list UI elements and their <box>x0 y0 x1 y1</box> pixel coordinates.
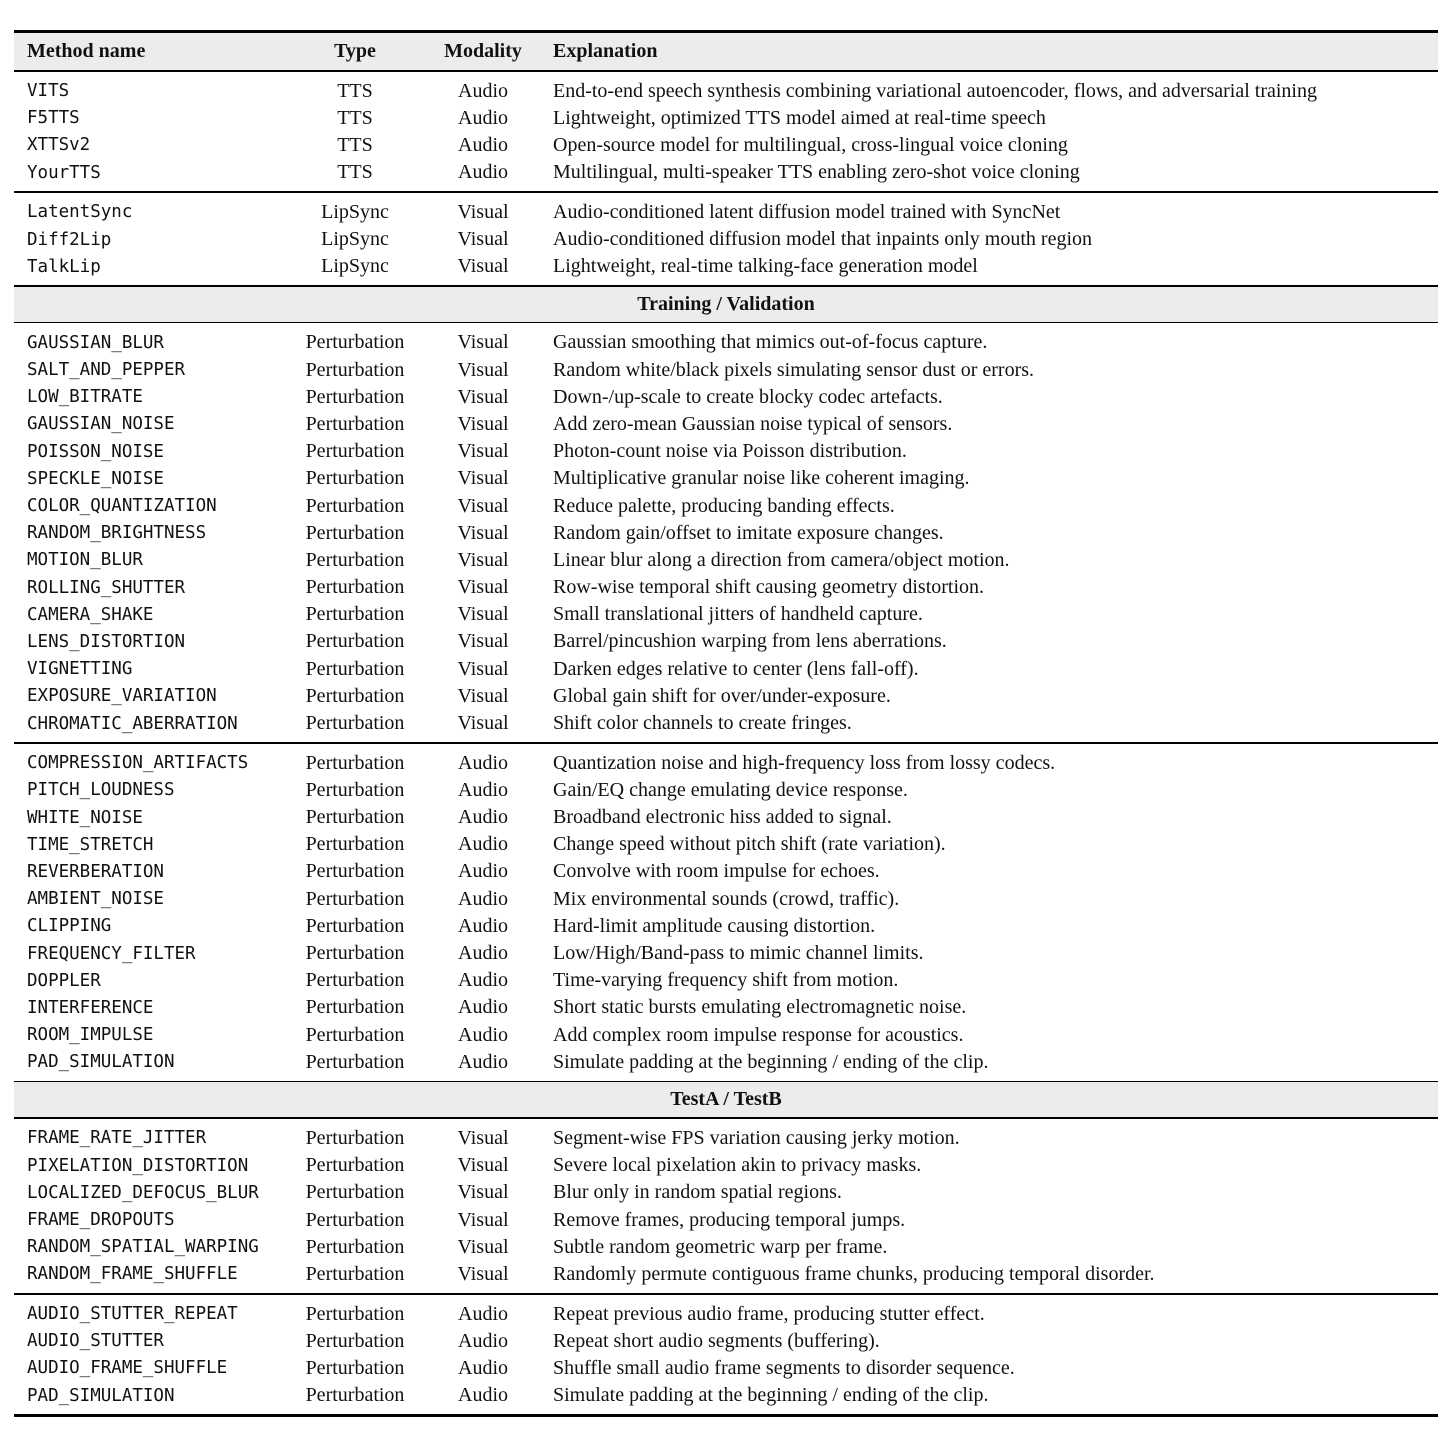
method-name-cell: TalkLip <box>27 256 101 277</box>
explanation-cell: Randomly permute contiguous frame chunks, producing temporal disorder. <box>553 1262 1155 1285</box>
table-row <box>14 1382 1438 1409</box>
section-header <box>14 287 1438 322</box>
method-name-cell: PAD_SIMULATION <box>27 1052 175 1073</box>
modality-cell: Visual <box>457 1208 509 1231</box>
method-name-cell: CAMERA_SHAKE <box>27 604 154 625</box>
table-row <box>14 1049 1438 1076</box>
method-name-cell: PIXELATION_DISTORTION <box>27 1155 249 1176</box>
section-header <box>14 1082 1438 1117</box>
explanation-cell: Lightweight, real-time talking-face generation model <box>553 255 978 278</box>
type-cell: TTS <box>337 161 373 184</box>
section-title: Training / Validation <box>637 292 815 315</box>
method-name-cell: YourTTS <box>27 162 101 183</box>
type-cell: Perturbation <box>305 1154 405 1177</box>
explanation-cell: Shift color channels to create fringes. <box>553 712 852 735</box>
bottom-rule <box>14 1414 1438 1417</box>
method-name-cell: PAD_SIMULATION <box>27 1385 175 1406</box>
table-row <box>14 199 1438 226</box>
method-name-cell: LOCALIZED_DEFOCUS_BLUR <box>27 1182 259 1203</box>
modality-cell: Visual <box>457 576 509 599</box>
explanation-cell: Photon-count noise via Poisson distribution. <box>553 440 907 463</box>
method-name-cell: LENS_DISTORTION <box>27 631 186 652</box>
type-cell: LipSync <box>321 228 389 251</box>
method-name-cell: TIME_STRETCH <box>27 834 154 855</box>
method-name-cell: FRAME_RATE_JITTER <box>27 1128 207 1149</box>
type-cell: TTS <box>337 79 373 102</box>
explanation-cell: Reduce palette, producing banding effects. <box>553 494 895 517</box>
explanation-cell: Open-source model for multilingual, cross-lingual voice cloning <box>553 133 1068 156</box>
type-cell: Perturbation <box>305 996 405 1019</box>
table-row <box>14 1301 1438 1328</box>
type-cell: Perturbation <box>305 1302 405 1325</box>
table-row <box>14 1355 1438 1382</box>
type-cell: Perturbation <box>305 521 405 544</box>
method-name-cell: MOTION_BLUR <box>27 550 143 571</box>
explanation-cell: Repeat short audio segments (buffering). <box>553 1329 880 1352</box>
table-row <box>14 159 1438 186</box>
method-name-cell: CLIPPING <box>27 916 112 937</box>
header-method: Method name <box>27 40 146 62</box>
table-row <box>14 1022 1438 1049</box>
methods-table <box>14 30 1438 1417</box>
modality-cell: Visual <box>457 603 509 626</box>
type-cell: Perturbation <box>305 1356 405 1379</box>
type-cell: Perturbation <box>305 1126 405 1149</box>
explanation-cell: Simulate padding at the beginning / ending of the clip. <box>553 1384 989 1407</box>
table-row <box>14 329 1438 356</box>
explanation-cell: Convolve with room impulse for echoes. <box>553 860 880 883</box>
modality-cell: Visual <box>457 467 509 490</box>
table-row <box>14 804 1438 831</box>
table-row <box>14 226 1438 253</box>
modality-cell: Visual <box>457 1154 509 1177</box>
method-name-cell: POISSON_NOISE <box>27 441 164 462</box>
modality-cell: Audio <box>458 161 508 184</box>
type-cell: Perturbation <box>305 440 405 463</box>
explanation-cell: Mix environmental sounds (crowd, traffic). <box>553 887 900 910</box>
explanation-cell: Audio-conditioned diffusion model that inpaints only mouth region <box>553 228 1093 251</box>
explanation-cell: Time-varying frequency shift from motion. <box>553 969 899 992</box>
method-name-cell: ROOM_IMPULSE <box>27 1025 154 1046</box>
explanation-cell: Short static bursts emulating electromagnetic noise. <box>553 996 967 1019</box>
table-row <box>14 492 1438 519</box>
type-cell: Perturbation <box>305 1208 405 1231</box>
explanation-cell: Broadband electronic hiss added to signal. <box>553 806 892 829</box>
table-row <box>14 628 1438 655</box>
method-name-cell: LatentSync <box>27 202 133 223</box>
method-name-cell: VIGNETTING <box>27 659 133 680</box>
modality-cell: Visual <box>457 331 509 354</box>
type-cell: Perturbation <box>305 942 405 965</box>
table-row <box>14 1152 1438 1179</box>
type-cell: TTS <box>337 133 373 156</box>
table-row <box>14 574 1438 601</box>
modality-cell: Audio <box>458 1050 508 1073</box>
modality-cell: Audio <box>458 860 508 883</box>
type-cell: Perturbation <box>305 684 405 707</box>
type-cell: Perturbation <box>305 548 405 571</box>
explanation-cell: Multilingual, multi-speaker TTS enabling zero-shot voice cloning <box>553 161 1080 184</box>
method-name-cell: GAUSSIAN_BLUR <box>27 332 164 353</box>
explanation-cell: Blur only in random spatial regions. <box>553 1181 842 1204</box>
type-cell: Perturbation <box>305 806 405 829</box>
header-type: Type <box>334 40 376 62</box>
table-row <box>14 465 1438 492</box>
type-cell: Perturbation <box>305 1384 405 1407</box>
modality-cell: Audio <box>458 751 508 774</box>
method-name-cell: RANDOM_BRIGHTNESS <box>27 523 207 544</box>
modality-cell: Audio <box>458 887 508 910</box>
table-row <box>14 994 1438 1021</box>
explanation-cell: Shuffle small audio frame segments to disorder sequence. <box>553 1356 1015 1379</box>
modality-cell: Visual <box>457 358 509 381</box>
type-cell: Perturbation <box>305 914 405 937</box>
table-row <box>14 750 1438 777</box>
table-row <box>14 886 1438 913</box>
explanation-cell: Simulate padding at the beginning / ending of the clip. <box>553 1050 989 1073</box>
modality-cell: Audio <box>458 1023 508 1046</box>
method-name-cell: SPECKLE_NOISE <box>27 468 164 489</box>
method-name-cell: CHROMATIC_ABERRATION <box>27 713 238 734</box>
method-name-cell: DOPPLER <box>27 970 101 991</box>
explanation-cell: Segment-wise FPS variation causing jerky motion. <box>553 1126 960 1149</box>
table-row <box>14 831 1438 858</box>
modality-cell: Visual <box>457 440 509 463</box>
modality-cell: Visual <box>457 657 509 680</box>
type-cell: Perturbation <box>305 576 405 599</box>
explanation-cell: Subtle random geometric warp per frame. <box>553 1235 888 1258</box>
header-modality: Modality <box>444 40 522 62</box>
method-name-cell: EXPOSURE_VARIATION <box>27 686 217 707</box>
modality-cell: Visual <box>457 1262 509 1285</box>
type-cell: Perturbation <box>305 1235 405 1258</box>
method-name-cell: FRAME_DROPOUTS <box>27 1210 175 1231</box>
type-cell: Perturbation <box>305 331 405 354</box>
modality-cell: Audio <box>458 106 508 129</box>
table-row <box>14 913 1438 940</box>
type-cell: Perturbation <box>305 358 405 381</box>
explanation-cell: Multiplicative granular noise like coherent imaging. <box>553 467 970 490</box>
table-row <box>14 1179 1438 1206</box>
table-row <box>14 547 1438 574</box>
modality-cell: Audio <box>458 833 508 856</box>
method-name-cell: F5TTS <box>27 108 80 129</box>
type-cell: Perturbation <box>305 712 405 735</box>
table-row <box>14 1206 1438 1233</box>
type-cell: LipSync <box>321 200 389 223</box>
modality-cell: Visual <box>457 1181 509 1204</box>
modality-cell: Audio <box>458 1384 508 1407</box>
explanation-cell: End-to-end speech synthesis combining variational autoencoder, flows, and adversarial training <box>553 79 1317 102</box>
explanation-cell: Low/High/Band-pass to mimic channel limits. <box>553 942 924 965</box>
modality-cell: Visual <box>457 630 509 653</box>
modality-cell: Audio <box>458 1329 508 1352</box>
table-row <box>14 438 1438 465</box>
explanation-cell: Small translational jitters of handheld capture. <box>553 603 923 626</box>
table-row <box>14 1261 1438 1288</box>
type-cell: Perturbation <box>305 603 405 626</box>
method-name-cell: LOW_BITRATE <box>27 387 143 408</box>
modality-cell: Audio <box>458 806 508 829</box>
table-row <box>14 777 1438 804</box>
modality-cell: Audio <box>458 914 508 937</box>
method-name-cell: PITCH_LOUDNESS <box>27 780 175 801</box>
method-name-cell: INTERFERENCE <box>27 997 154 1018</box>
method-name-cell: VITS <box>27 81 70 102</box>
type-cell: Perturbation <box>305 1050 405 1073</box>
modality-cell: Visual <box>457 494 509 517</box>
table-row <box>14 253 1438 280</box>
explanation-cell: Add complex room impulse response for acoustics. <box>553 1023 964 1046</box>
table-row <box>14 858 1438 885</box>
type-cell: Perturbation <box>305 657 405 680</box>
explanation-cell: Linear blur along a direction from camera/object motion. <box>553 548 1010 571</box>
explanation-cell: Severe local pixelation akin to privacy masks. <box>553 1154 922 1177</box>
modality-cell: Audio <box>458 1356 508 1379</box>
modality-cell: Visual <box>457 228 509 251</box>
type-cell: Perturbation <box>305 494 405 517</box>
method-name-cell: WHITE_NOISE <box>27 807 143 828</box>
explanation-cell: Add zero-mean Gaussian noise typical of sensors. <box>553 412 953 435</box>
method-name-cell: AUDIO_FRAME_SHUFFLE <box>27 1358 228 1379</box>
modality-cell: Visual <box>457 1235 509 1258</box>
type-cell: Perturbation <box>305 833 405 856</box>
type-cell: Perturbation <box>305 385 405 408</box>
modality-cell: Visual <box>457 200 509 223</box>
method-name-cell: AUDIO_STUTTER <box>27 1331 164 1352</box>
explanation-cell: Hard-limit amplitude causing distortion. <box>553 914 876 937</box>
type-cell: Perturbation <box>305 751 405 774</box>
method-name-cell: COLOR_QUANTIZATION <box>27 496 217 517</box>
explanation-cell: Change speed without pitch shift (rate variation). <box>553 833 946 856</box>
table-row <box>14 683 1438 710</box>
table-row <box>14 1328 1438 1355</box>
modality-cell: Audio <box>458 778 508 801</box>
table-row <box>14 520 1438 547</box>
method-name-cell: XTTSv2 <box>27 135 91 156</box>
type-cell: Perturbation <box>305 778 405 801</box>
method-name-cell: RANDOM_FRAME_SHUFFLE <box>27 1264 238 1285</box>
method-name-cell: ROLLING_SHUTTER <box>27 577 186 598</box>
table-row <box>14 967 1438 994</box>
section-title: TestA / TestB <box>670 1088 782 1111</box>
explanation-cell: Gain/EQ change emulating device response. <box>553 778 908 801</box>
method-name-cell: AMBIENT_NOISE <box>27 889 164 910</box>
explanation-cell: Row-wise temporal shift causing geometry distortion. <box>553 576 985 599</box>
table-row <box>14 78 1438 105</box>
method-name-cell: COMPRESSION_ARTIFACTS <box>27 753 249 774</box>
method-name-cell: Diff2Lip <box>27 229 112 250</box>
modality-cell: Visual <box>457 1126 509 1149</box>
method-name-cell: GAUSSIAN_NOISE <box>27 414 175 435</box>
explanation-cell: Gaussian smoothing that mimics out-of-focus capture. <box>553 331 988 354</box>
modality-cell: Audio <box>458 942 508 965</box>
type-cell: Perturbation <box>305 1023 405 1046</box>
method-name-cell: AUDIO_STUTTER_REPEAT <box>27 1304 238 1325</box>
explanation-cell: Darken edges relative to center (lens fall-off). <box>553 657 919 680</box>
table-row <box>14 1234 1438 1261</box>
type-cell: Perturbation <box>305 860 405 883</box>
table-row <box>14 656 1438 683</box>
modality-cell: Visual <box>457 548 509 571</box>
table-row <box>14 357 1438 384</box>
modality-cell: Visual <box>457 385 509 408</box>
modality-cell: Audio <box>458 969 508 992</box>
explanation-cell: Quantization noise and high-frequency loss from lossy codecs. <box>553 751 1056 774</box>
modality-cell: Visual <box>457 712 509 735</box>
modality-cell: Audio <box>458 1302 508 1325</box>
type-cell: LipSync <box>321 255 389 278</box>
type-cell: Perturbation <box>305 1181 405 1204</box>
modality-cell: Visual <box>457 684 509 707</box>
modality-cell: Visual <box>457 521 509 544</box>
table-row <box>14 1125 1438 1152</box>
method-name-cell: RANDOM_SPATIAL_WARPING <box>27 1237 259 1258</box>
explanation-cell: Repeat previous audio frame, producing stutter effect. <box>553 1302 985 1325</box>
type-cell: Perturbation <box>305 630 405 653</box>
modality-cell: Audio <box>458 133 508 156</box>
explanation-cell: Remove frames, producing temporal jumps. <box>553 1208 906 1231</box>
table-body <box>14 72 1438 1415</box>
table-row <box>14 132 1438 159</box>
type-cell: Perturbation <box>305 412 405 435</box>
table-row <box>14 601 1438 628</box>
table-row <box>14 710 1438 737</box>
type-cell: Perturbation <box>305 969 405 992</box>
method-name-cell: REVERBERATION <box>27 861 164 882</box>
modality-cell: Audio <box>458 996 508 1019</box>
table-row <box>14 384 1438 411</box>
explanation-cell: Random gain/offset to imitate exposure changes. <box>553 521 944 544</box>
explanation-cell: Lightweight, optimized TTS model aimed at real-time speech <box>553 106 1046 129</box>
type-cell: Perturbation <box>305 1329 405 1352</box>
type-cell: TTS <box>337 106 373 129</box>
explanation-cell: Random white/black pixels simulating sensor dust or errors. <box>553 358 1035 381</box>
explanation-cell: Audio-conditioned latent diffusion model trained with SyncNet <box>553 200 1061 223</box>
explanation-cell: Global gain shift for over/under-exposure. <box>553 684 891 707</box>
type-cell: Perturbation <box>305 467 405 490</box>
modality-cell: Audio <box>458 79 508 102</box>
modality-cell: Visual <box>457 412 509 435</box>
method-name-cell: SALT_AND_PEPPER <box>27 360 186 381</box>
explanation-cell: Down-/up-scale to create blocky codec artefacts. <box>553 385 943 408</box>
header-explanation: Explanation <box>553 40 658 62</box>
method-name-cell: FREQUENCY_FILTER <box>27 943 196 964</box>
explanation-cell: Barrel/pincushion warping from lens aberrations. <box>553 630 947 653</box>
table-row <box>14 411 1438 438</box>
table-row <box>14 105 1438 132</box>
type-cell: Perturbation <box>305 887 405 910</box>
table-header <box>14 33 1438 70</box>
table-row <box>14 940 1438 967</box>
type-cell: Perturbation <box>305 1262 405 1285</box>
modality-cell: Visual <box>457 255 509 278</box>
